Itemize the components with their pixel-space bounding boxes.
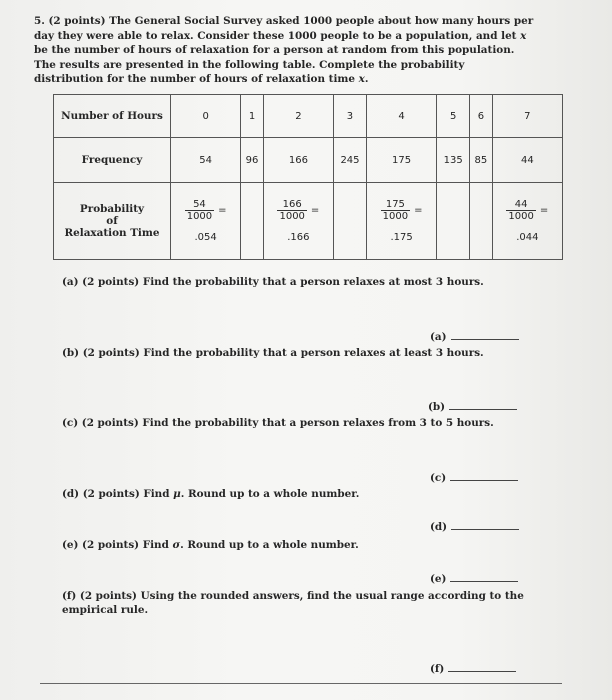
fraction-numerator: 166 — [282, 199, 302, 210]
probability-cell-empty — [334, 183, 367, 260]
frequency-cell: 96 — [241, 138, 264, 183]
problem-points: (2 points) — [48, 15, 106, 27]
equals-sign: = — [539, 205, 549, 216]
hours-cell: 4 — [366, 95, 436, 138]
answer-blank[interactable] — [449, 409, 517, 410]
equals-sign: = — [310, 205, 320, 216]
question-a: (a) (2 points) Find the probability that a person relaxes at most 3 hours. — [62, 276, 484, 288]
fraction-denominator: 1000 — [279, 211, 305, 222]
probability-decimal: .054 — [194, 232, 217, 243]
frequency-cell: 175 — [366, 138, 436, 183]
fraction-numerator: 175 — [385, 199, 405, 210]
probability-header-line2: of — [106, 215, 118, 227]
question-e-text-end: . Round up to a whole number. — [180, 539, 359, 551]
answer-label: (d) — [430, 521, 448, 533]
probability-row — [54, 183, 563, 260]
fraction-numerator: 44 — [514, 199, 528, 210]
fraction — [381, 199, 410, 222]
fraction-denominator: 1000 — [382, 211, 409, 222]
answer-blank[interactable] — [450, 480, 518, 481]
frequency-cell: 166 — [263, 138, 333, 183]
fraction-denominator: 1000 — [186, 211, 213, 222]
probability-table — [53, 94, 563, 260]
answer-label: (a) — [430, 331, 447, 343]
probability-cell-empty — [470, 183, 493, 260]
probability-header — [54, 183, 171, 260]
problem-statement — [34, 14, 534, 87]
problem-text-end: . — [364, 73, 369, 86]
equals-sign: = — [414, 205, 423, 216]
question-c: (c) (2 points) Find the probability that a person relaxes from 3 to 5 hours. — [62, 417, 494, 429]
probability-decimal: .175 — [390, 232, 413, 243]
variable-x: x — [520, 29, 527, 42]
variable-x-2: x — [358, 73, 365, 86]
answer-label: (c) — [430, 472, 447, 484]
question-d-text-end: . Round up to a whole number. — [180, 488, 360, 500]
probability-cell-empty — [437, 183, 470, 260]
hours-cell: 5 — [437, 95, 470, 138]
question-f: (f) (2 points) Using the rounded answers, find the usual range according to the empirical rule. — [62, 590, 524, 616]
frequency-cell: 44 — [492, 138, 562, 183]
frequency-cell: 85 — [470, 138, 493, 183]
question-e — [62, 539, 359, 551]
hours-cell: 0 — [171, 95, 241, 138]
frequency-cell: 245 — [334, 138, 367, 183]
hours-cell: 3 — [334, 95, 367, 138]
equals-sign: = — [218, 205, 227, 216]
answer-label: (f) — [430, 663, 445, 675]
answer-e — [430, 573, 518, 585]
probability-decimal: .044 — [516, 232, 539, 243]
answer-d — [430, 521, 519, 533]
frequency-cell: 135 — [437, 138, 470, 183]
answer-c — [430, 472, 518, 484]
question-b: (b) (2 points) Find the probability that a person relaxes at least 3 hours. — [62, 347, 484, 359]
probability-cell — [366, 183, 436, 260]
probability-cell — [171, 183, 241, 260]
question-e-text: (e) (2 points) Find — [62, 539, 173, 551]
probability-cell — [492, 183, 562, 260]
hours-cell: 2 — [263, 95, 333, 138]
probability-cell — [263, 183, 333, 260]
question-d — [62, 488, 359, 500]
frequency-cell: 54 — [171, 138, 241, 183]
fraction — [277, 199, 306, 222]
hours-cell: 1 — [241, 95, 264, 138]
sigma-symbol: σ — [172, 539, 181, 551]
problem-text-2: be the number of hours of relaxation for a person at random from this population. The results are presented in the following table. Complete the probability distribution for the number of hours of relaxation time — [34, 44, 515, 86]
fraction-denominator: 1000 — [508, 211, 534, 222]
hours-cell: 7 — [492, 95, 562, 138]
answer-label: (b) — [428, 401, 446, 413]
answer-label: (e) — [430, 573, 447, 585]
frequency-header: Frequency — [54, 138, 171, 183]
answer-a — [430, 331, 519, 343]
fraction-numerator: 54 — [193, 199, 206, 210]
hours-cell: 6 — [470, 95, 493, 138]
answer-blank[interactable] — [451, 529, 519, 530]
problem-text-1: The General Social Survey asked 1000 people about how many hours per day they were able to relax. Consider these 1000 people to be a population, and let — [34, 15, 534, 42]
answer-b — [428, 401, 517, 413]
mu-symbol: μ — [173, 488, 181, 500]
answer-blank[interactable] — [448, 671, 516, 672]
probability-decimal: .166 — [287, 232, 310, 243]
probability-header-line1: Probability — [79, 203, 145, 215]
fraction — [185, 199, 214, 222]
fraction — [506, 199, 535, 222]
hours-row — [54, 95, 563, 138]
probability-header-line3: Relaxation Time — [64, 227, 160, 239]
answer-f — [430, 663, 516, 675]
answer-blank[interactable] — [450, 581, 518, 582]
problem-number: 5. — [34, 15, 45, 27]
hours-header: Number of Hours — [54, 95, 171, 138]
question-d-text: (d) (2 points) Find — [62, 488, 174, 500]
page-bottom-rule — [40, 683, 562, 684]
answer-blank[interactable] — [451, 339, 519, 340]
frequency-row — [54, 138, 563, 183]
probability-cell-empty — [241, 183, 264, 260]
